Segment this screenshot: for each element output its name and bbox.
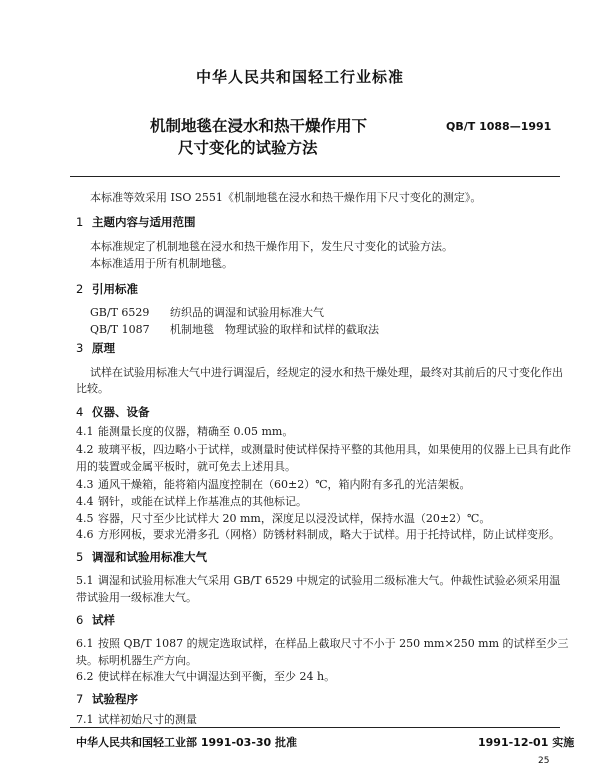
section-title: 主题内容与适用范围 [92, 215, 196, 229]
section-1-paragraph-1: 本标准规定了机制地毯在浸水和热干燥作用下，发生尺寸变化的试验方法。 [90, 240, 453, 253]
section-number: 7 [76, 692, 84, 706]
section-title: 试验程序 [92, 692, 138, 706]
item-text: 使试样在标准大气中调湿达到平衡，至少 24 h。 [98, 670, 336, 683]
item-number: 6.2 [76, 670, 94, 683]
section-title: 原理 [92, 341, 115, 355]
item-number: 4.1 [76, 425, 94, 438]
section-title: 引用标准 [92, 282, 138, 296]
item-number: 4.6 [76, 528, 94, 541]
item-6-1-line-2: 块。标明机器生产方向。 [76, 654, 197, 667]
item-number: 4.3 [76, 478, 94, 491]
section-2-heading [76, 281, 138, 297]
item-text: 试样初始尺寸的测量 [98, 713, 197, 726]
section-title: 仪器、设备 [92, 405, 150, 419]
section-number: 4 [76, 405, 84, 419]
item-text: 玻璃平板，四边略小于试样，或测量时使试样保持平整的其他用具，如果使用的仪器上已具有此作 [98, 443, 571, 456]
item-number: 6.1 [76, 637, 94, 650]
section-title: 试样 [92, 613, 115, 627]
section-number: 2 [76, 282, 84, 296]
item-7-1 [76, 711, 197, 727]
item-6-2 [76, 668, 335, 684]
reference-1 [90, 304, 324, 320]
doc-title-line2: 尺寸变化的试验方法 [178, 139, 318, 157]
section-number: 1 [76, 215, 84, 229]
reference-code: GB/T 6529 [90, 306, 150, 319]
page-number: 25 [538, 756, 550, 766]
section-number: 3 [76, 341, 84, 355]
item-number: 4.2 [76, 443, 94, 456]
org-title: 中华人民共和国轻工行业标准 [195, 68, 404, 86]
item-text: 容器，尺寸至少比试样大 20 mm，深度足以浸没试样，保持水温（20±2）℃。 [98, 512, 491, 525]
section-3-heading [76, 340, 115, 356]
section-5-heading [76, 549, 207, 565]
section-7-heading [76, 691, 138, 707]
item-4-3 [76, 476, 471, 492]
item-5-1-line-1 [76, 572, 560, 588]
approval-line: 中华人民共和国轻工业部 1991-03-30 批准 [76, 736, 298, 749]
reference-text: 机制地毯 物理试验的取样和试样的截取法 [170, 323, 379, 336]
item-number: 4.5 [76, 512, 94, 525]
reference-2 [90, 321, 379, 337]
section-1-heading [76, 214, 196, 230]
item-4-1 [76, 423, 293, 439]
item-text: 按照 QB/T 1087 的规定选取试样，在样品上截取尺寸不小于 250 mm×250 mm 的试样至少三 [98, 637, 569, 650]
item-4-4 [76, 493, 307, 509]
item-text: 调湿和试验用标准大气采用 GB/T 6529 中规定的试验用二级标准大气。仲裁性试验必须采用温 [98, 574, 561, 587]
item-number: 5.1 [76, 574, 94, 587]
item-text: 能测量长度的仪器，精确至 0.05 mm。 [98, 425, 294, 438]
footer-rule [70, 727, 560, 728]
section-title: 调湿和试验用标准大气 [92, 550, 207, 564]
section-3-line-2: 比较。 [76, 382, 109, 395]
section-number: 5 [76, 550, 84, 564]
section-number: 6 [76, 613, 84, 627]
header-rule [70, 176, 560, 177]
item-text: 通风干燥箱，能将箱内温度控制在（60±2）℃，箱内附有多孔的光洁架板。 [98, 478, 471, 491]
item-text: 钢针，或能在试样上作基准点的其他标记。 [98, 495, 307, 508]
item-5-1-line-2: 带试验用一级标准大气。 [76, 591, 197, 604]
item-4-2-line-2: 用的装置或金属平板时，就可免去上述用具。 [76, 460, 296, 473]
item-4-6 [76, 526, 560, 542]
item-text: 方形网板，要求光滑多孔（网格）防锈材料制成，略大于试样。用于托持试样，防止试样变形。 [98, 528, 560, 541]
item-4-2-line-1 [76, 441, 571, 457]
item-6-1-line-1 [76, 635, 569, 651]
item-number: 7.1 [76, 713, 94, 726]
reference-code: QB/T 1087 [90, 323, 150, 336]
item-number: 4.4 [76, 495, 94, 508]
doc-title-line1: 机制地毯在浸水和热干燥作用下 [150, 117, 368, 135]
standard-code: QB/T 1088—1991 [446, 120, 552, 133]
section-6-heading [76, 612, 115, 628]
intro-paragraph: 本标准等效采用 ISO 2551《机制地毯在浸水和热干燥作用下尺寸变化的测定》。 [90, 191, 482, 204]
effective-date: 1991-12-01 实施 [478, 736, 575, 749]
section-3-line-1: 试样在试验用标准大气中进行调湿后，经规定的浸水和热干燥处理，最终对其前后的尺寸变化作出 [90, 366, 563, 379]
item-4-5 [76, 510, 490, 526]
section-4-heading [76, 404, 150, 420]
section-1-paragraph-2: 本标准适用于所有机制地毯。 [90, 257, 233, 270]
reference-text: 纺织品的调湿和试验用标准大气 [170, 306, 324, 319]
